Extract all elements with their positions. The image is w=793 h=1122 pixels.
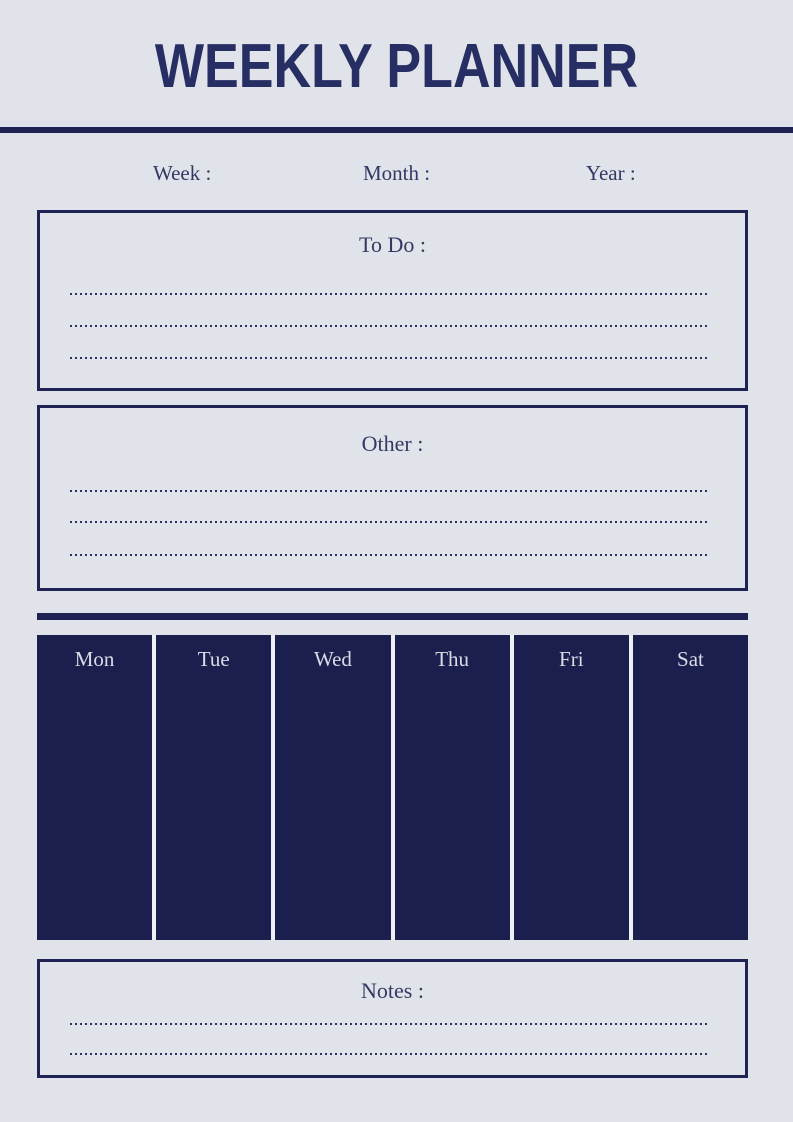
notes-heading: Notes : [361,978,424,1003]
day-column-fri[interactable] [514,635,629,940]
day-label: Thu [435,647,470,671]
other-write-line[interactable] [70,490,707,492]
day-label: Tue [197,647,230,671]
year-field[interactable] [504,161,718,185]
day-label: Wed [313,647,352,671]
todo-write-line[interactable] [70,357,707,359]
day-label: Sat [677,647,704,671]
day-column-tue[interactable] [156,635,271,940]
date-fields [75,161,718,185]
notes-write-line[interactable] [70,1053,707,1055]
day-column-thu[interactable] [395,635,510,940]
other-heading: Other : [361,431,424,456]
day-label: Mon [74,647,115,671]
other-write-line[interactable] [70,521,707,523]
section-divider [37,613,748,620]
month-field[interactable] [289,161,503,185]
week-day-columns [37,635,748,940]
day-column-mon[interactable] [37,635,152,940]
day-column-sat[interactable] [633,635,748,940]
header-divider [0,127,793,133]
day-column-wed[interactable] [275,635,390,940]
day-label: Fri [559,647,584,671]
notes-write-line[interactable] [70,1023,707,1025]
notes-section [37,959,748,1078]
todo-write-line[interactable] [70,293,707,295]
other-section [37,405,748,591]
todo-heading: To Do : [359,232,426,257]
week-field[interactable] [75,161,289,185]
todo-section [37,210,748,391]
todo-write-line[interactable] [70,325,707,327]
month-field-label: Month : [362,161,431,185]
other-write-line[interactable] [70,554,707,556]
week-field-label: Week : [152,161,212,185]
page-title: WEEKLY PLANNER [154,32,639,101]
year-field-label: Year : [585,161,636,185]
